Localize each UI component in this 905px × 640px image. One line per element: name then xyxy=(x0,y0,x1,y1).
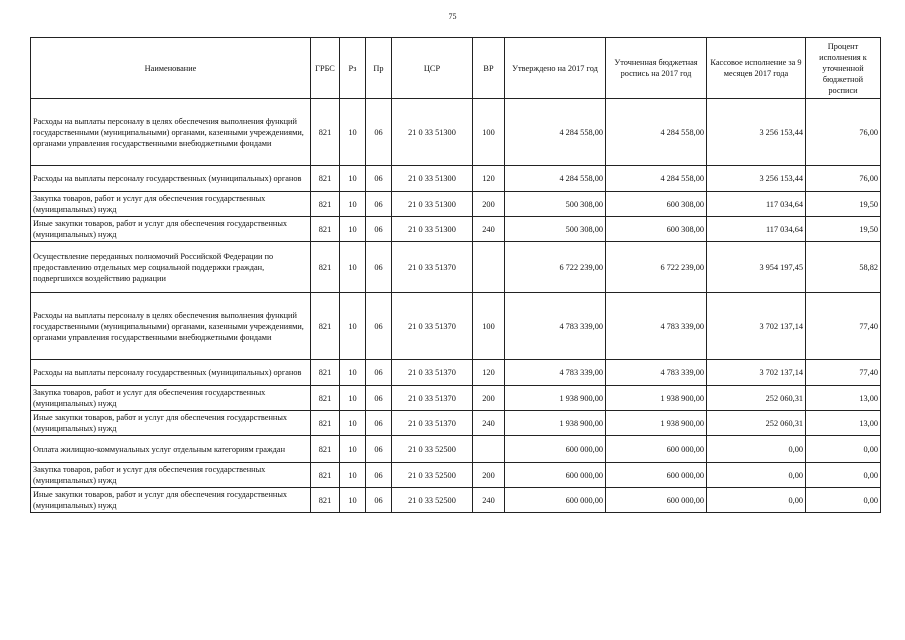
row-rz: 10 xyxy=(340,386,366,411)
row-csr: 21 0 33 52500 xyxy=(392,436,473,463)
row-percent: 19,50 xyxy=(806,192,881,217)
header-csr: ЦСР xyxy=(392,38,473,99)
row-name: Иные закупки товаров, работ и услуг для обеспечения государственных (муниципальных) нужд xyxy=(31,488,311,513)
row-csr: 21 0 33 51370 xyxy=(392,293,473,360)
row-name: Закупка товаров, работ и услуг для обеспечения государственных (муниципальных) нужд xyxy=(31,463,311,488)
row-executed: 0,00 xyxy=(707,436,806,463)
row-approved: 4 284 558,00 xyxy=(505,166,606,192)
row-specified: 600 308,00 xyxy=(606,192,707,217)
row-name: Оплата жилищно-коммунальных услуг отдельным категориям граждан xyxy=(31,436,311,463)
row-executed: 0,00 xyxy=(707,463,806,488)
row-specified: 1 938 900,00 xyxy=(606,411,707,436)
row-name: Осуществление переданных полномочий Российской Федерации по предоставлению отдельных мер социальной поддержки граждан, подвергшихся воздействию радиации xyxy=(31,242,311,293)
row-rz: 10 xyxy=(340,293,366,360)
row-vr xyxy=(473,436,505,463)
row-specified: 1 938 900,00 xyxy=(606,386,707,411)
row-name: Расходы на выплаты персоналу государственных (муниципальных) органов xyxy=(31,166,311,192)
header-approved: Утверждено на 2017 год xyxy=(505,38,606,99)
header-pr: Пр xyxy=(366,38,392,99)
row-name: Закупка товаров, работ и услуг для обеспечения государственных (муниципальных) нужд xyxy=(31,386,311,411)
row-approved: 4 783 339,00 xyxy=(505,293,606,360)
table-row xyxy=(31,411,881,436)
row-pr: 06 xyxy=(366,217,392,242)
row-pr: 06 xyxy=(366,436,392,463)
table-row xyxy=(31,488,881,513)
row-rz: 10 xyxy=(340,436,366,463)
table-header xyxy=(31,38,881,99)
row-specified: 6 722 239,00 xyxy=(606,242,707,293)
table-row xyxy=(31,293,881,360)
row-grbs: 821 xyxy=(311,99,340,166)
row-specified: 600 000,00 xyxy=(606,436,707,463)
row-rz: 10 xyxy=(340,360,366,386)
row-percent: 0,00 xyxy=(806,463,881,488)
row-vr: 200 xyxy=(473,386,505,411)
row-grbs: 821 xyxy=(311,436,340,463)
row-pr: 06 xyxy=(366,166,392,192)
row-specified: 4 783 339,00 xyxy=(606,293,707,360)
row-executed: 3 256 153,44 xyxy=(707,166,806,192)
table-row xyxy=(31,166,881,192)
row-percent: 0,00 xyxy=(806,436,881,463)
row-specified: 4 284 558,00 xyxy=(606,166,707,192)
row-executed: 117 034,64 xyxy=(707,192,806,217)
row-pr: 06 xyxy=(366,242,392,293)
row-approved: 500 308,00 xyxy=(505,217,606,242)
row-grbs: 821 xyxy=(311,488,340,513)
row-percent: 77,40 xyxy=(806,360,881,386)
table-row xyxy=(31,463,881,488)
row-percent: 13,00 xyxy=(806,386,881,411)
header-vr: ВР xyxy=(473,38,505,99)
row-percent: 13,00 xyxy=(806,411,881,436)
row-csr: 21 0 33 52500 xyxy=(392,488,473,513)
row-percent: 76,00 xyxy=(806,166,881,192)
row-csr: 21 0 33 51370 xyxy=(392,386,473,411)
row-grbs: 821 xyxy=(311,293,340,360)
row-vr: 200 xyxy=(473,463,505,488)
table-row xyxy=(31,99,881,166)
row-rz: 10 xyxy=(340,463,366,488)
row-executed: 252 060,31 xyxy=(707,411,806,436)
row-grbs: 821 xyxy=(311,411,340,436)
row-pr: 06 xyxy=(366,411,392,436)
budget-table xyxy=(30,37,881,513)
table-row xyxy=(31,217,881,242)
row-vr: 240 xyxy=(473,488,505,513)
row-name: Закупка товаров, работ и услуг для обеспечения государственных (муниципальных) нужд xyxy=(31,192,311,217)
row-pr: 06 xyxy=(366,463,392,488)
row-csr: 21 0 33 51300 xyxy=(392,192,473,217)
row-grbs: 821 xyxy=(311,463,340,488)
row-executed: 3 702 137,14 xyxy=(707,293,806,360)
header-name: Наименование xyxy=(31,38,311,99)
row-approved: 4 284 558,00 xyxy=(505,99,606,166)
header-grbs: ГРБС xyxy=(311,38,340,99)
row-csr: 21 0 33 51300 xyxy=(392,217,473,242)
row-vr: 240 xyxy=(473,217,505,242)
row-rz: 10 xyxy=(340,217,366,242)
row-specified: 600 000,00 xyxy=(606,488,707,513)
row-pr: 06 xyxy=(366,192,392,217)
row-approved: 500 308,00 xyxy=(505,192,606,217)
row-rz: 10 xyxy=(340,166,366,192)
row-name: Иные закупки товаров, работ и услуг для обеспечения государственных (муниципальных) нужд xyxy=(31,217,311,242)
row-rz: 10 xyxy=(340,242,366,293)
row-vr: 240 xyxy=(473,411,505,436)
row-approved: 4 783 339,00 xyxy=(505,360,606,386)
row-pr: 06 xyxy=(366,293,392,360)
row-csr: 21 0 33 51300 xyxy=(392,99,473,166)
row-pr: 06 xyxy=(366,488,392,513)
row-approved: 600 000,00 xyxy=(505,488,606,513)
row-specified: 600 000,00 xyxy=(606,463,707,488)
row-approved: 1 938 900,00 xyxy=(505,386,606,411)
row-percent: 58,82 xyxy=(806,242,881,293)
row-pr: 06 xyxy=(366,360,392,386)
header-specified: Уточненная бюджетная роспись на 2017 год xyxy=(606,38,707,99)
row-rz: 10 xyxy=(340,411,366,436)
row-percent: 19,50 xyxy=(806,217,881,242)
row-executed: 252 060,31 xyxy=(707,386,806,411)
row-specified: 4 284 558,00 xyxy=(606,99,707,166)
row-csr: 21 0 33 51370 xyxy=(392,242,473,293)
row-executed: 0,00 xyxy=(707,488,806,513)
row-approved: 6 722 239,00 xyxy=(505,242,606,293)
row-csr: 21 0 33 51300 xyxy=(392,166,473,192)
row-grbs: 821 xyxy=(311,192,340,217)
row-name: Расходы на выплаты персоналу государственных (муниципальных) органов xyxy=(31,360,311,386)
row-grbs: 821 xyxy=(311,386,340,411)
table-row xyxy=(31,386,881,411)
row-csr: 21 0 33 52500 xyxy=(392,463,473,488)
row-grbs: 821 xyxy=(311,166,340,192)
row-grbs: 821 xyxy=(311,242,340,293)
row-name: Расходы на выплаты персоналу в целях обеспечения выполнения функций государственными (муниципальными) органами, казенными учреждениями, органами управления государственными внебюджетными фондами xyxy=(31,99,311,166)
row-name: Расходы на выплаты персоналу в целях обеспечения выполнения функций государственными (муниципальными) органами, казенными учреждениями, органами управления государственными внебюджетными фондами xyxy=(31,293,311,360)
row-vr: 100 xyxy=(473,99,505,166)
row-executed: 3 702 137,14 xyxy=(707,360,806,386)
row-vr: 120 xyxy=(473,360,505,386)
table-row xyxy=(31,192,881,217)
table-row xyxy=(31,242,881,293)
row-rz: 10 xyxy=(340,99,366,166)
row-approved: 600 000,00 xyxy=(505,436,606,463)
row-executed: 3 256 153,44 xyxy=(707,99,806,166)
row-grbs: 821 xyxy=(311,360,340,386)
row-specified: 600 308,00 xyxy=(606,217,707,242)
row-vr xyxy=(473,242,505,293)
row-approved: 600 000,00 xyxy=(505,463,606,488)
row-vr: 120 xyxy=(473,166,505,192)
row-csr: 21 0 33 51370 xyxy=(392,360,473,386)
row-pr: 06 xyxy=(366,386,392,411)
row-vr: 200 xyxy=(473,192,505,217)
table-body xyxy=(31,99,881,513)
row-executed: 117 034,64 xyxy=(707,217,806,242)
row-name: Иные закупки товаров, работ и услуг для обеспечения государственных (муниципальных) нужд xyxy=(31,411,311,436)
row-specified: 4 783 339,00 xyxy=(606,360,707,386)
row-rz: 10 xyxy=(340,488,366,513)
row-csr: 21 0 33 51370 xyxy=(392,411,473,436)
header-executed: Кассовое исполнение за 9 месяцев 2017 года xyxy=(707,38,806,99)
row-percent: 0,00 xyxy=(806,488,881,513)
table-row xyxy=(31,360,881,386)
row-approved: 1 938 900,00 xyxy=(505,411,606,436)
row-grbs: 821 xyxy=(311,217,340,242)
page-number: 75 xyxy=(448,12,457,21)
row-executed: 3 954 197,45 xyxy=(707,242,806,293)
table-row xyxy=(31,436,881,463)
header-percent: Процент исполнения к уточненной бюджетной росписи xyxy=(806,38,881,99)
row-rz: 10 xyxy=(340,192,366,217)
row-percent: 77,40 xyxy=(806,293,881,360)
row-pr: 06 xyxy=(366,99,392,166)
row-percent: 76,00 xyxy=(806,99,881,166)
header-rz: Рз xyxy=(340,38,366,99)
row-vr: 100 xyxy=(473,293,505,360)
